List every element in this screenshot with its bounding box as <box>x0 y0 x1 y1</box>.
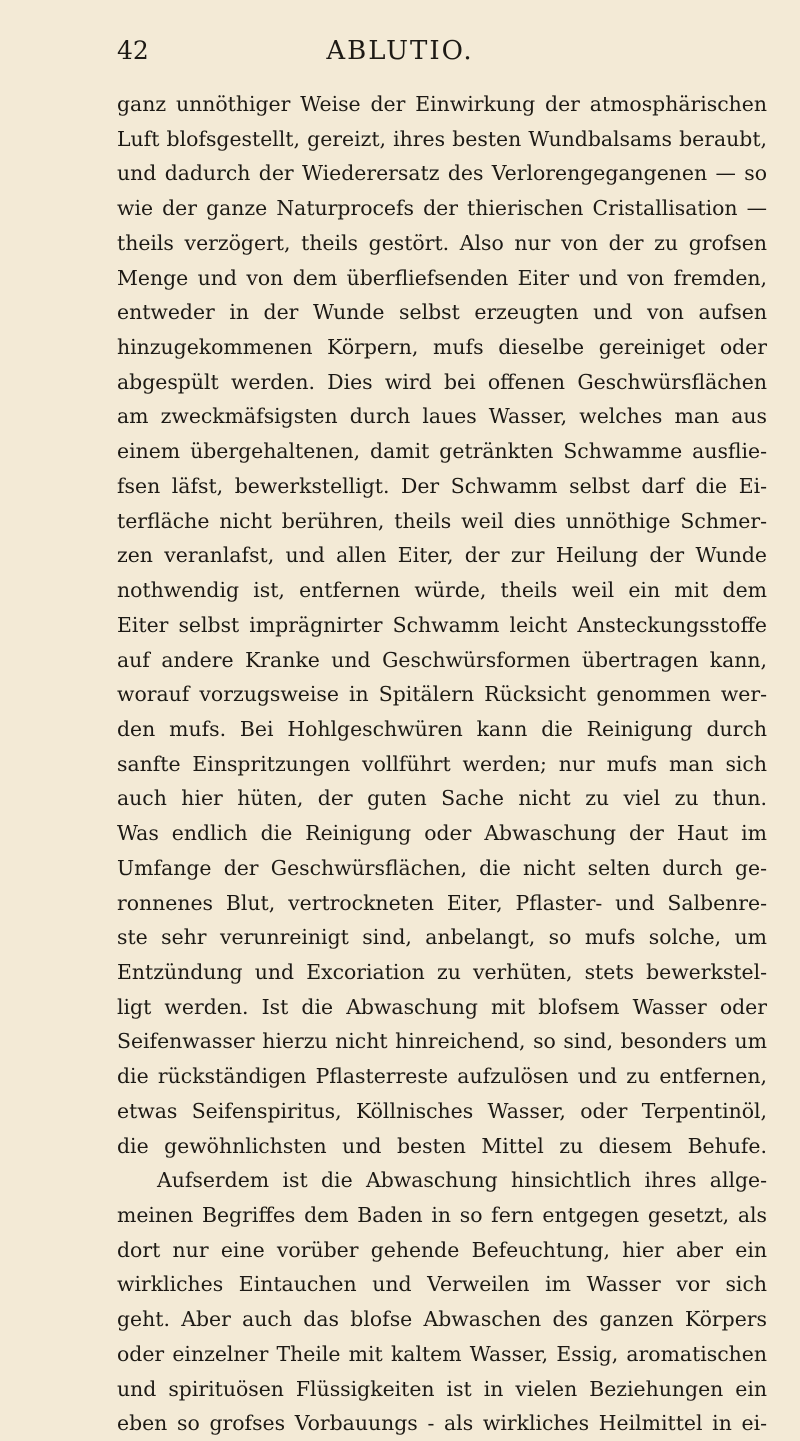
text-line: worauf vorzugsweise in Spitälern Rücksicht genommen wer- <box>117 682 767 707</box>
text-line: meinen Begriffes dem Baden in so fern entgegen gesetzt, als <box>117 1203 767 1227</box>
text-line: auch hier hüten, der guten Sache nicht zu viel zu thun. <box>117 786 767 811</box>
text-line: auf andere Kranke und Geschwürsformen übertragen kann, <box>117 647 767 672</box>
text-line: Luft blofsgestellt, gereizt, ihres besten Wundbalsams beraubt, <box>117 126 767 151</box>
text-line: theils verzögert, theils gestört. Also nur von der zu grofsen <box>117 230 767 255</box>
text-line: den mufs. Bei Hohlgeschwüren kann die Reinigung durch <box>117 716 767 741</box>
text-line: Was endlich die Reinigung oder Abwaschung der Haut im <box>117 821 767 846</box>
text-line: die rückständigen Pflasterreste aufzulösen und zu entfernen, <box>117 1064 767 1089</box>
text-line: am zweckmäfsigsten durch laues Wasser, welches man aus <box>117 404 767 429</box>
text-line: ronnenes Blut, vertrockneten Eiter, Pflaster- und Salbenre- <box>117 890 767 915</box>
text-line: geht. Aber auch das blofse Abwaschen des ganzen Körpers <box>117 1307 767 1332</box>
text-line: Umfange der Geschwürsflächen, die nicht selten durch ge- <box>117 855 767 880</box>
text-line: zen veranlafst, und allen Eiter, der zur Heilung der Wunde <box>117 543 767 568</box>
text-line: ligt werden. Ist die Abwaschung mit blofsem Wasser oder <box>117 994 767 1019</box>
text-line: fsen läfst, bewerkstelligt. Der Schwamm selbst darf die Ei- <box>117 473 767 498</box>
text-line: Menge und von dem überfliefsenden Eiter und von fremden, <box>117 265 767 290</box>
running-title: ABLUTIO. <box>326 36 474 66</box>
page-number: 42 <box>117 36 149 65</box>
text-line: wirkliches Eintauchen und Verweilen im Wasser vor sich <box>117 1272 767 1297</box>
text-line: und spirituösen Flüssigkeiten ist in vielen Beziehungen ein <box>117 1376 767 1401</box>
text-line: Aufserdem ist die Abwaschung hinsichtlich ihres allge- <box>157 1168 767 1193</box>
text-line: einem übergehaltenen, damit getränkten Schwamme ausflie- <box>117 439 767 464</box>
text-line: dort nur eine vorüber gehende Befeuchtung, hier aber ein <box>117 1237 767 1262</box>
text-line: eben so grofses Vorbauungs - als wirkliches Heilmittel in ei- <box>117 1411 767 1436</box>
text-line: entweder in der Wunde selbst erzeugten und von aufsen <box>117 300 767 325</box>
text-line: etwas Seifenspiritus, Köllnisches Wasser, oder Terpentinöl, <box>117 1098 767 1123</box>
text-line: oder einzelner Theile mit kaltem Wasser, Essig, aromatischen <box>117 1341 767 1366</box>
text-line: Eiter selbst imprägnirter Schwamm leicht Ansteckungsstoffe <box>117 612 767 637</box>
text-line: sanfte Einspritzungen vollführt werden; nur mufs man sich <box>117 751 767 776</box>
page-header <box>0 36 800 76</box>
text-line: nothwendig ist, entfernen würde, theils weil ein mit dem <box>117 578 767 603</box>
body-text <box>117 87 767 1441</box>
text-line: ganz unnöthiger Weise der Einwirkung der atmosphärischen <box>117 92 767 116</box>
text-line: ste sehr verunreinigt sind, anbelangt, so mufs solche, um <box>117 925 767 950</box>
text-line: Entzündung und Excoriation zu verhüten, stets bewerkstel- <box>117 959 767 984</box>
text-line: Seifenwasser hierzu nicht hinreichend, so sind, besonders um <box>117 1029 767 1054</box>
text-line: hinzugekommenen Körpern, mufs dieselbe gereiniget oder <box>117 335 767 360</box>
text-line: und dadurch der Wiederersatz des Verlorengegangenen — so <box>117 161 767 186</box>
text-line: terfläche nicht berühren, theils weil dies unnöthige Schmer- <box>117 508 767 533</box>
text-line: die gewöhnlichsten und besten Mittel zu diesem Behufe. <box>117 1133 767 1158</box>
text-line: abgespült werden. Dies wird bei offenen Geschwürsflächen <box>117 369 767 394</box>
text-line: wie der ganze Naturprocefs der thierischen Cristallisation — <box>117 196 767 221</box>
